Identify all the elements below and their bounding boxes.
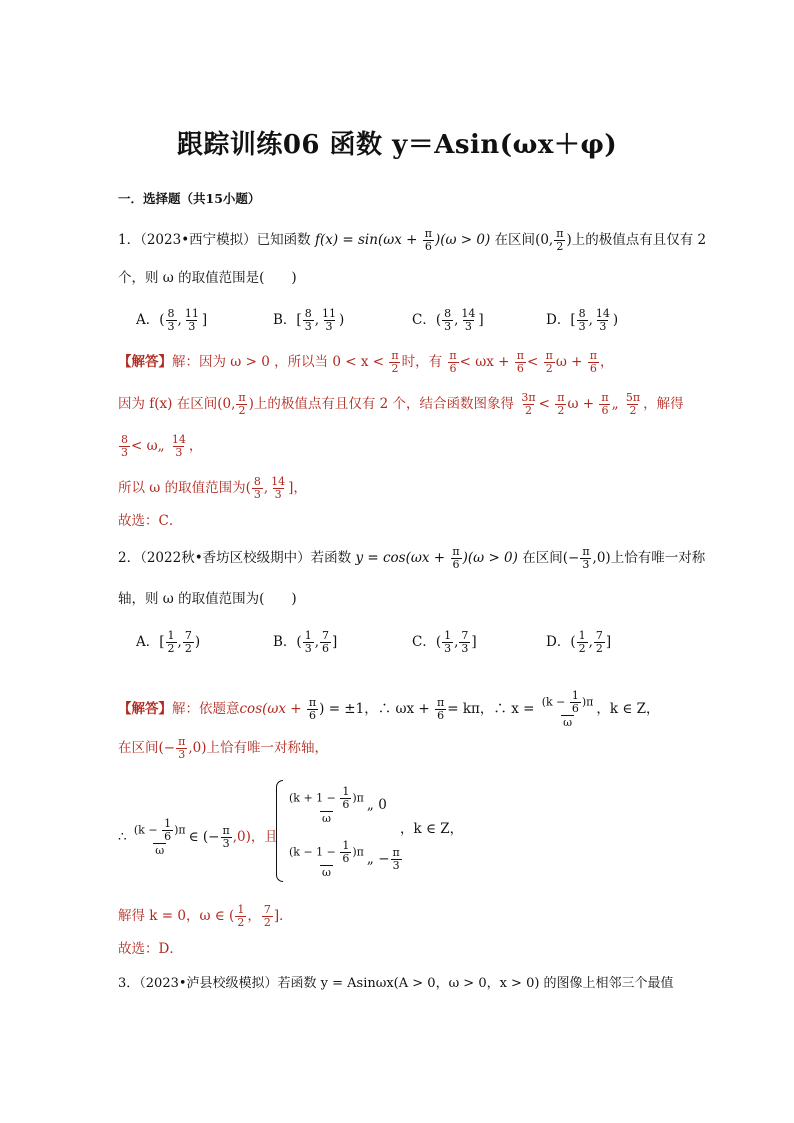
question-1-stem: 1．（2023•西宁模拟）已知函数 f(x) = sin(ωx + $\frac{\pi}{6}$ )(ω > 0) 在区间(0, $\frac{\pi}{2}$ )上的极值点有且仅有 2 [118,227,707,253]
option-a[interactable]: A．( $\frac{8}{3}$ , $\frac{11}{3}$ ] [136,307,208,333]
answer-1-line1: 【解答】解：因为 ω > 0 ，所以当 0 < x < $\frac{\pi}{2}$ 时，有 $\frac{\pi}{6}$ < ωx + $\frac{\pi}{6}$ < $\frac{\pi}{2}$ ω + $\frac{\pi}{6}$ ， [118,349,614,375]
option-d[interactable]: D．( $\frac{1}{2}$ , $\frac{7}{2}$ ] [546,629,612,655]
option-c[interactable]: C．( $\frac{8}{3}$ , $\frac{14}{3}$ ] [412,307,484,333]
option-a[interactable]: A．[ $\frac{1}{2}$ , $\frac{7}{2}$ ) [136,629,201,655]
option-b[interactable]: B．[ $\frac{8}{3}$ , $\frac{11}{3}$ ) [273,307,345,333]
answer-1-line2: 因为 f(x) 在区间(0, $\frac{\pi}{2}$ )上的极值点有且仅有 2 个，结合函数图象得 $\frac{3\pi}{2}$ < $\frac{\pi}{2}$ ω + $\frac{\pi}{6}$ „ $\frac{5\pi}{2}$ ，解得 [118,391,684,417]
system-domain: ，k ∈ Z， [400,821,464,837]
answer-1-line3: $\frac{8}{3}$ < ω„ $\frac{14}{3}$ ， [121,433,203,459]
question-3-stem: 3．（2023•泸县校级模拟）若函数 y = Asinωx(A > 0，ω > 0，x > 0) 的图像上相邻三个最值 [118,976,674,991]
system-line2: (k − 1 − $\frac{1}{6}$ )π ω „ − $\frac{\pi}{3}$ [289,839,400,879]
answer-2-line2: 在区间(− $\frac{\pi}{3}$ ,0)上恰有唯一对称轴， [118,735,328,761]
answer-1-line4: 所以 ω 的取值范围为( $\frac{8}{3}$ , $\frac{14}{3}$ ]， [118,475,307,501]
system-brace [276,780,283,882]
answer-2-choice: 故选：D． [118,941,183,957]
option-b[interactable]: B．( $\frac{1}{3}$ , $\frac{7}{6}$ ] [273,629,338,655]
answer-2-system: ∴ (k − $\frac{1}{6}$ )π ω ∈ (− $\frac{\pi}{3}$ ,0)，且 [118,817,278,857]
answer-2-line4: 解得 k = 0，ω ∈ ( $\frac{1}{2}$ ， $\frac{7}{2}$ ]． [118,903,293,929]
section-heading: 一．选择题（共15小题） [118,191,261,206]
system-line1: (k + 1 − $\frac{1}{6}$ )π ω „ 0 [289,785,387,825]
question-1-stem-line2: 个，则 ω 的取值范围是( ) [118,270,297,286]
option-c[interactable]: C．( $\frac{1}{3}$ , $\frac{7}{3}$ ] [412,629,477,655]
answer-2-line1: 【解答】解：依题意cos(ωx + $\frac{\pi}{6}$ ) = ±1，∴ ωx + $\frac{\pi}{6}$ = kπ，∴ x = (k − $\frac{1}{6}$ )π ω ，k ∈ Z， [118,689,660,729]
page-title: 跟踪训练06 函数 y＝Asin(ωx＋φ) [176,130,618,160]
question-2-stem: 2．（2022秋•香坊区校级期中）若函数 y = cos(ωx + $\frac{\pi}{6}$ )(ω > 0) 在区间(− $\frac{\pi}{3}$ ,0)上恰有唯一对称 [118,545,706,571]
option-d[interactable]: D．[ $\frac{8}{3}$ , $\frac{14}{3}$ ) [546,307,619,333]
answer-1-choice: 故选：C． [118,513,183,529]
question-2-stem-line2: 轴，则 ω 的取值范围为( ) [118,591,297,607]
